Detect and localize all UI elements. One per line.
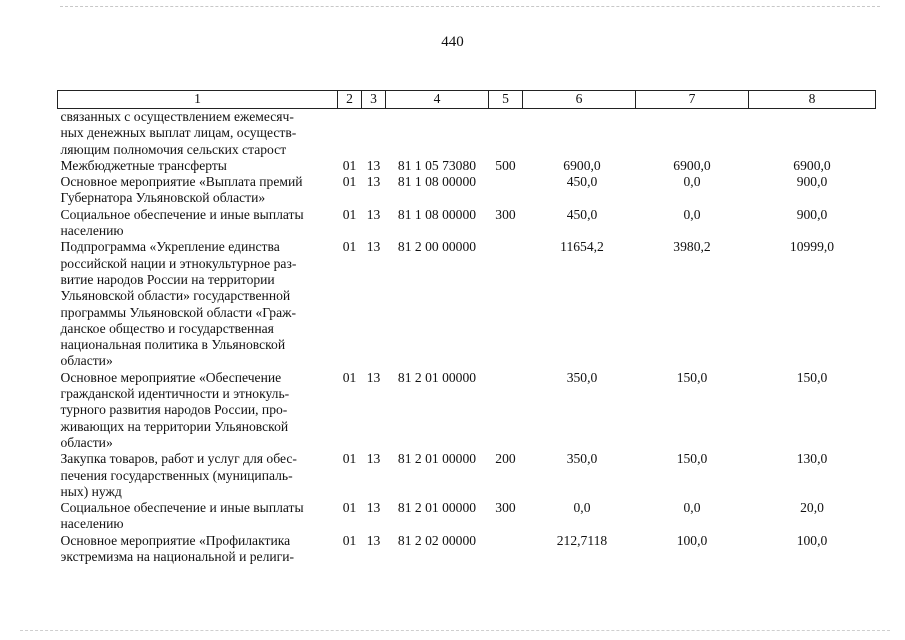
row-name-line: Ульяновской области» государственной [60,288,291,304]
table-row [58,174,876,207]
row-name [58,533,338,566]
row-value-col-7: 0,0 [683,500,701,516]
row-name-line: программы Ульяновской области «Граж- [60,304,297,320]
row-name-line: российской нации и этнокультурное раз- [60,255,297,271]
row-name-line: Закупка товаров, работ и услуг для обес- [60,451,297,467]
header-col-7: 7 [636,91,749,109]
row-name-line: населению [60,516,124,532]
row-subsection-code: 13 [366,369,381,385]
row-expense-type-code [489,239,523,369]
row-target-code: 81 2 02 00000 [397,532,477,548]
row-value-col-7: 0,0 [683,206,701,222]
row-name-line: Социальное обеспечение и иные выплаты [60,500,304,516]
row-expense-type-code [489,109,523,158]
row-subsection-code: 13 [366,239,381,255]
row-expense-type-code [489,174,523,207]
row-name [58,174,338,207]
row-name-line: ных денежных выплат лицам, осуществ- [60,125,297,141]
row-subsection-code: 13 [366,532,381,548]
row-section-code: 01 [342,500,357,516]
row-section-code: 01 [342,157,357,173]
header-col-6: 6 [523,91,636,109]
budget-table [57,90,876,565]
row-section-code: 01 [342,451,357,467]
header-col-1: 1 [58,91,338,109]
row-name-line: витие народов России на территории [60,271,275,287]
row-value-col-6: 0,0 [573,500,591,516]
row-name-line: Основное мероприятие «Профилактика [60,532,291,548]
row-name-line: ных) нужд [60,483,122,499]
row-name [58,158,338,174]
row-value-col-8: 20,0 [800,500,824,516]
row-value-col-6: 212,7118 [556,532,608,548]
table-row [58,207,876,240]
row-name-line: турного развития народов России, про- [60,402,288,418]
row-value-col-8: 150,0 [796,369,828,385]
row-section-code: 01 [342,206,357,222]
row-value-col-6 [523,109,636,158]
row-name-line: ляющим полномочия сельских старост [60,141,287,157]
table-row [58,533,876,566]
row-section-code: 01 [342,174,357,190]
row-value-col-7 [636,109,749,158]
row-expense-type-code: 300 [495,500,516,516]
row-target-code [386,109,489,158]
row-value-col-7: 150,0 [676,451,708,467]
row-name-line: экстремизма на национальной и религи- [60,549,295,565]
row-name-line: Подпрограмма «Укрепление единства [60,239,280,255]
row-name-line: области» [60,353,113,369]
page-number: 440 [441,34,464,50]
scan-edge-top [60,6,880,8]
row-name [58,500,338,533]
row-value-col-8 [749,109,876,158]
row-section-code: 01 [342,369,357,385]
row-name-line: гражданской идентичности и этнокуль- [60,386,290,402]
row-subsection-code: 13 [366,451,381,467]
row-value-col-6: 350,0 [566,451,598,467]
row-value-col-8: 10999,0 [789,239,835,255]
table-row [58,158,876,174]
row-name-line: Губернатора Ульяновской области» [60,190,266,206]
row-target-code: 81 1 08 00000 [397,206,477,222]
table-row [58,500,876,533]
row-expense-type-code: 300 [495,206,516,222]
row-subsection-code: 13 [366,174,381,190]
header-col-2: 2 [338,91,362,109]
row-expense-type-code [489,533,523,566]
row-name-line: печения государственных (муниципаль- [60,467,293,483]
row-subsection-code [362,109,386,158]
row-name-line: связанных с осуществлением ежемесяч- [60,109,294,124]
row-value-col-7: 3980,2 [673,239,711,255]
row-target-code: 81 2 01 00000 [397,451,477,467]
table-row [58,239,876,369]
table-row [58,451,876,500]
row-name-line: области» [60,434,113,450]
row-expense-type-code [489,370,523,451]
row-expense-type-code: 500 [495,157,516,173]
header-col-5: 5 [489,91,523,109]
row-name [58,451,338,500]
row-value-col-8: 6900,0 [793,157,831,173]
scan-edge-bottom [20,630,890,632]
row-value-col-6: 450,0 [566,206,598,222]
row-name-line: живающих на территории Ульяновской [60,418,289,434]
row-name-line: Основное мероприятие «Обеспечение [60,369,282,385]
header-col-8: 8 [749,91,876,109]
row-value-col-7: 150,0 [676,369,708,385]
table-row [58,370,876,451]
row-target-code: 81 2 01 00000 [397,500,477,516]
row-target-code: 81 2 00 00000 [397,239,477,255]
row-value-col-8: 130,0 [796,451,828,467]
row-value-col-7: 100,0 [676,532,708,548]
row-value-col-6: 6900,0 [563,157,601,173]
row-section-code [338,109,362,158]
table-row [58,109,876,158]
row-value-col-6: 11654,2 [560,239,604,255]
row-value-col-7: 6900,0 [673,157,711,173]
table-header-row [58,91,876,109]
table-body [58,109,876,566]
row-value-col-7: 0,0 [683,174,701,190]
row-name-line: национальная политика в Ульяновской [60,337,286,353]
row-section-code: 01 [342,239,357,255]
header-col-3: 3 [362,91,386,109]
row-value-col-6: 450,0 [566,174,598,190]
row-value-col-8: 100,0 [796,532,828,548]
row-name-line: данское общество и государственная [60,320,274,336]
row-target-code: 81 1 08 00000 [397,174,477,190]
row-name-line: населению [60,223,124,239]
row-value-col-8: 900,0 [796,174,828,190]
row-subsection-code: 13 [366,500,381,516]
row-value-col-8: 900,0 [796,206,828,222]
row-name [58,239,338,369]
row-subsection-code: 13 [366,206,381,222]
row-target-code: 81 2 01 00000 [397,369,477,385]
row-name [58,109,338,158]
row-target-code: 81 1 05 73080 [397,157,477,173]
row-expense-type-code: 200 [495,451,516,467]
row-name [58,207,338,240]
row-value-col-6: 350,0 [566,369,598,385]
row-name [58,370,338,451]
header-col-4: 4 [386,91,489,109]
row-name-line: Основное мероприятие «Выплата премий [60,174,303,190]
row-section-code: 01 [342,532,357,548]
row-subsection-code: 13 [366,157,381,173]
row-name-line: Межбюджетные трансферты [60,157,227,173]
row-name-line: Социальное обеспечение и иные выплаты [60,206,304,222]
